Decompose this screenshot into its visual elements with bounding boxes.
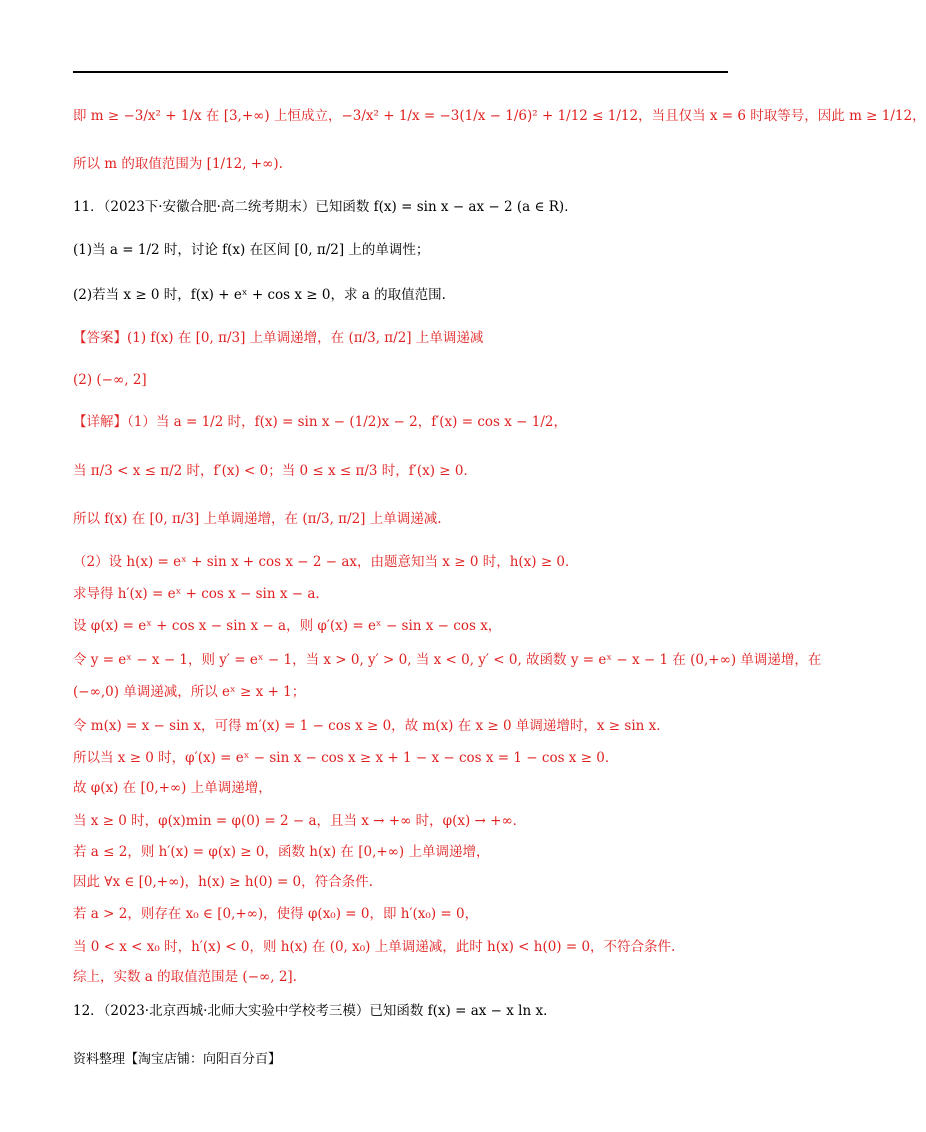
problem-11-part-2: (2)若当 x ≥ 0 时，f(x) + eˣ + cos x ≥ 0，求 a 的取值范围. bbox=[73, 287, 446, 303]
detail-line-9: 令 m(x) = x − sin x，可得 m′(x) = 1 − cos x ≥ 0，故 m(x) 在 x ≥ 0 单调递增时，x ≥ sin x． bbox=[73, 718, 670, 734]
detail-line-5: 求导得 h′(x) = eˣ + cos x − sin x − a． bbox=[73, 586, 329, 602]
detail-line-10: 所以当 x ≥ 0 时，φ′(x) = eˣ − sin x − cos x ≥ x + 1 − x − cos x = 1 − cos x ≥ 0． bbox=[73, 750, 619, 766]
detail-line-12: 当 x ≥ 0 时，φ(x)min = φ(0) = 2 − a，且当 x → +∞ 时，φ(x) → +∞． bbox=[73, 813, 527, 829]
detail-line-16: 当 0 < x < x₀ 时，h′(x) < 0，则 h(x) 在 (0, x₀) 上单调递减，此时 h(x) < h(0) = 0，不符合条件. bbox=[73, 939, 676, 955]
detail-line-4: （2）设 h(x) = eˣ + sin x + cos x − 2 − ax，由题意知当 x ≥ 0 时，h(x) ≥ 0． bbox=[73, 554, 579, 570]
detail-line-13: 若 a ≤ 2，则 h′(x) = φ(x) ≥ 0，函数 h(x) 在 [0,+∞) 上单调递增， bbox=[73, 844, 490, 860]
answer-part-2: (2) (−∞, 2] bbox=[73, 372, 147, 388]
problem-11-heading: 11．（2023下·安徽合肥·高二统考期末）已知函数 f(x) = sin x − ax − 2 (a ∈ R)． bbox=[73, 199, 578, 215]
detail-line-2: 当 π/3 < x ≤ π/2 时，f′(x) < 0；当 0 ≤ x ≤ π/3 时，f′(x) ≥ 0． bbox=[73, 463, 477, 479]
footer-source: 资料整理【淘宝店铺：向阳百分百】 bbox=[73, 1052, 282, 1067]
detail-line-17: 综上，实数 a 的取值范围是 (−∞, 2]. bbox=[73, 969, 297, 985]
header-rule bbox=[73, 71, 728, 73]
problem-11-part-1: (1)当 a = 1/2 时，讨论 f(x) 在区间 [0, π/2] 上的单调性； bbox=[73, 242, 430, 258]
detail-line-11: 故 φ(x) 在 [0,+∞) 上单调递增， bbox=[73, 780, 272, 796]
detail-line-15: 若 a > 2，则存在 x₀ ∈ [0,+∞)，使得 φ(x₀) = 0，即 h′(x₀) = 0， bbox=[73, 906, 479, 922]
text-line-2: 所以 m 的取值范围为 [1/12, +∞). bbox=[73, 156, 283, 172]
detail-line-14: 因此 ∀x ∈ [0,+∞)，h(x) ≥ h(0) = 0，符合条件. bbox=[73, 874, 373, 890]
detail-line-1: 【详解】（1）当 a = 1/2 时，f(x) = sin x − (1/2)x − 2，f′(x) = cos x − 1/2， bbox=[73, 414, 567, 430]
detail-line-8: (−∞,0) 单调递减，所以 eˣ ≥ x + 1； bbox=[73, 684, 306, 700]
answer-part-1: 【答案】(1) f(x) 在 [0, π/3] 上单调递增，在 (π/3, π/2] 上单调递减 bbox=[73, 330, 484, 346]
detail-line-3: 所以 f(x) 在 [0, π/3] 上单调递增，在 (π/3, π/2] 上单调递减. bbox=[73, 511, 442, 527]
problem-12-heading: 12．（2023·北京西城·北师大实验中学校考三模）已知函数 f(x) = ax − x ln x． bbox=[73, 1003, 557, 1019]
text-line-1: 即 m ≥ −3/x² + 1/x 在 [3,+∞) 上恒成立，−3/x² + 1/x = −3(1/x − 1/6)² + 1/12 ≤ 1/12，当且仅当 x = 6 时取等号，因此 m ≥ 1/12， bbox=[73, 108, 926, 124]
detail-line-6: 设 φ(x) = eˣ + cos x − sin x − a，则 φ′(x) = eˣ − sin x − cos x， bbox=[73, 618, 502, 634]
detail-line-7: 令 y = eˣ − x − 1，则 y′ = eˣ − 1，当 x > 0, y′ > 0, 当 x < 0, y′ < 0, 故函数 y = eˣ − x − 1 在 (0,+∞) 单调递增，在 bbox=[73, 652, 822, 668]
